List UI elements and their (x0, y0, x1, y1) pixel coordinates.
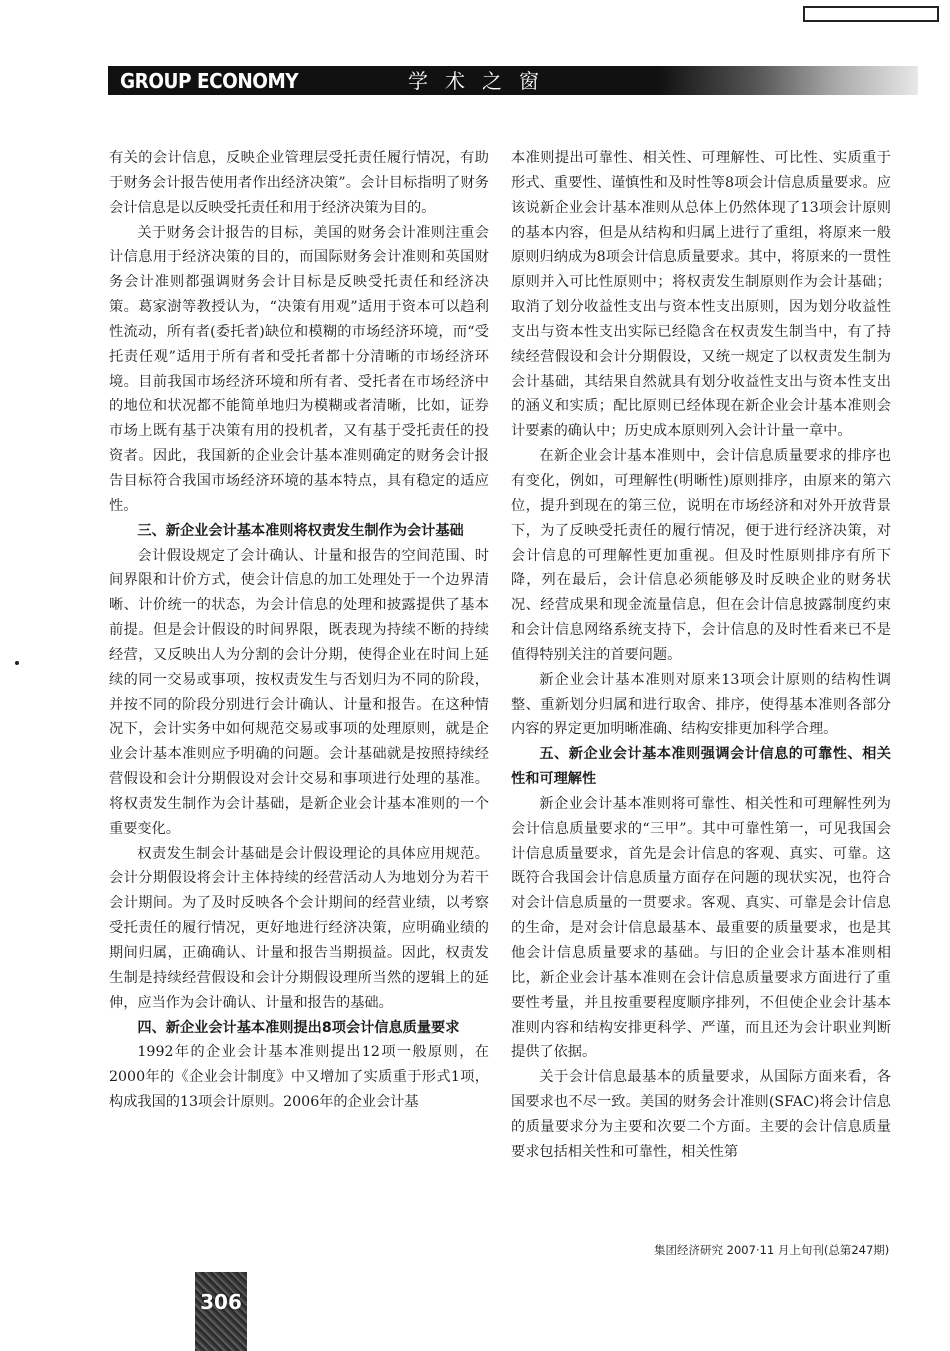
section-heading: 四、新企业会计基本准则提出8项会计信息质量要求 (137, 1019, 460, 1036)
paragraph: 1992年的企业会计基本准则提出12项一般原则，在2000年的《企业会计制度》中又增加了实质重于形式1项，构成我国的13项会计原则。2006年的企业会计基 (109, 1044, 489, 1111)
right-column (511, 146, 891, 1165)
section-heading: 五、新企业会计基本准则强调会计信息的可靠性、相关性和可理解性 (511, 746, 891, 788)
paragraph: 会计假设规定了会计确认、计量和报告的空间范围、时间界限和计价方式，使会计信息的加工处理处于一个边界清晰、计价统一的状态，为会计信息的处理和披露提供了基本前提。但是会计假设的时间界限，既表现为持续不断的持续经营，又反映出人为分割的会计分期，使得企业在时间上延续的同一交易或事项，按权责发生与否划归为不同的阶段，并按不同的阶段分别进行会计确认、计量和报告。在这种情况下，会计实务中如何规范交易或事项的处理原则，就是企业会计基本准则应予明确的问题。会计基础就是按照持续经营假设和会计分期假设对会计交易和事项进行处理的基准。将权责发生制作为会计基础，是新企业会计基本准则的一个重要变化。 (109, 547, 489, 837)
section-heading: 三、新企业会计基本准则将权责发生制作为会计基础 (137, 522, 464, 539)
paragraph: 权责发生制会计基础是会计假设理论的具体应用规范。会计分期假设将会计主体持续的经营活动人为地划分为若干会计期间。为了及时反映各个会计期间的经营业绩，以考察受托责任的履行情况，更好地进行经济决策，应明确业绩的期间归属，正确确认、计量和报告当期损益。因此，权责发生制是持续经营假设和会计分期假设理所当然的逻辑上的延伸，应当作为会计确认、计量和报告的基础。 (109, 845, 489, 1011)
paragraph: 本准则提出可靠性、相关性、可理解性、可比性、实质重于形式、重要性、谨慎性和及时性等8项会计信息质量要求。应该说新企业会计基本准则从总体上仍然体现了13项会计原则的基本内容，但是从结构和归属上进行了重组，将原来一般原则归纳成为8项会计信息质量要求。其中，将原来的一贯性原则并入可比性原则中；将权责发生制原则作为会计基础；取消了划分收益性支出与资本性支出原则，因为划分收益性支出与资本性支出实际已经隐含在权责发生制当中，有了持续经营假设和会计分期假设，又统一规定了以权责发生制为会计基础，其结果自然就具有划分收益性支出与资本性支出的涵义和实质；配比原则已经体现在新企业会计基本准则会计要素的确认中；历史成本原则列入会计计量一章中。 (511, 150, 891, 440)
paragraph: 新企业会计基本准则对原来13项会计原则的结构性调整、重新划分归属和进行取舍、排序，使得基本准则各部分内容的界定更加明晰准确、结构安排更加科学合理。 (511, 671, 891, 738)
paragraph: 有关的会计信息，反映企业管理层受托责任履行情况，有助于财务会计报告使用者作出经济决策”。会计目标指明了财务会计信息是以反映受托责任和用于经济决策为目的。 (109, 150, 489, 216)
paragraph: 关于财务会计报告的目标，美国的财务会计准则注重会计信息用于经济决策的目的，而国际财务会计准则和英国财务会计准则都强调财务会计目标是反映受托责任和经济决策。葛家澍等教授认为，“决策有用观”适用于资本可以趋利性流动，所有者(委托者)缺位和模糊的市场经济环境，而“受托责任观”适用于所有者和受托者都十分清晰的市场经济环境。目前我国市场经济环境和所有者、受托者在市场经济中的地位和状况都不能简单地归为模糊或者清晰，比如，证券市场上既有基于决策有用的投机者，又有基于受托责任的投资者。因此，我国新的企业会计基本准则确定的财务会计报告目标符合我国市场经济环境的基本特点，具有稳定的适应性。 (109, 224, 489, 514)
page-number: 306 (200, 1290, 242, 1314)
header-brand: GROUP ECONOMY (120, 69, 299, 93)
corner-box (803, 6, 939, 22)
paragraph: 关于会计信息最基本的质量要求，从国际方面来看，各国要求也不尽一致。美国的财务会计准则(SFAC)将会计信息的质量要求分为主要和次要二个方面。主要的会计信息质量要求包括相关性和可靠性，相关性第 (511, 1069, 891, 1160)
paragraph: 在新企业会计基本准则中，会计信息质量要求的排序也有变化，例如，可理解性(明晰性)原则排序，由原来的第六位，提升到现在的第三位，说明在市场经济和对外开放背景下，为了反映受托责任的履行情况，便于进行经济决策，对会计信息的可理解性更加重视。但及时性原则排序有所下降，列在最后，会计信息必须能够及时反映企业的财务状况、经营成果和现金流量信息，但在会计信息披露制度约束和会计信息网络系统支持下，会计信息的及时性看来已不是值得特别关注的首要问题。 (511, 448, 891, 663)
paragraph: 新企业会计基本准则将可靠性、相关性和可理解性列为会计信息质量要求的“三甲”。其中可靠性第一，可见我国会计信息质量要求，首先是会计信息的客观、真实、可靠。这既符合我国会计信息质量方面存在问题的现状实况，也符合对会计信息质量的一贯要求。客观、真实、可靠是会计信息的生命，是对会计信息最基本、最重要的质量要求，也是其他会计信息质量要求的基础。与旧的企业会计基本准则相比，新企业会计基本准则在会计信息质量要求方面进行了重要性考量，并且按重要程度顺序排列，不但使企业会计基本准则内容和结构安排更科学、严谨，而且还为会计职业判断提供了依据。 (511, 795, 891, 1061)
left-column (109, 146, 489, 1115)
header-section-title: 学术之窗 (408, 69, 556, 93)
scan-speck (15, 661, 19, 665)
journal-footer: 集团经济研究 2007·11 月上旬刊(总第247期) (654, 1243, 890, 1257)
